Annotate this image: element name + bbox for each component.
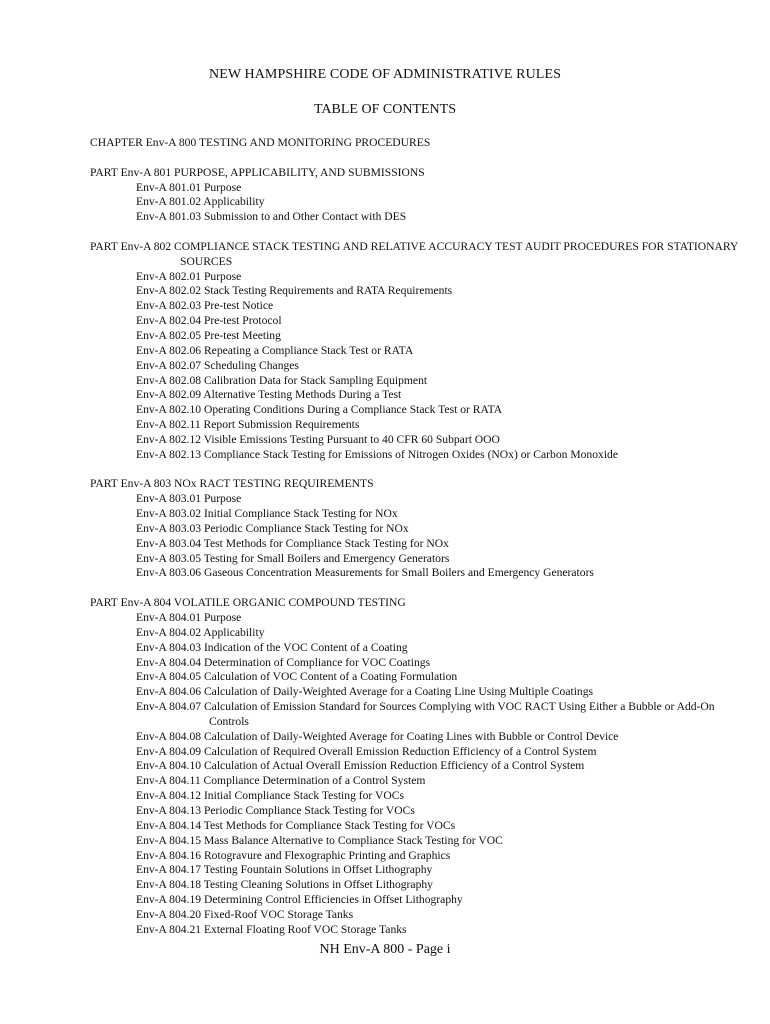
toc-section-entry: Env-A 804.02 Applicability <box>136 625 265 639</box>
toc-section-entry: Env-A 803.04 Test Methods for Compliance Stack Testing for NOx <box>136 536 449 550</box>
part-title: PART Env-A 801 PURPOSE, APPLICABILITY, AND SUBMISSIONS <box>90 165 425 179</box>
toc-section-entry: Env-A 804.18 Testing Cleaning Solutions in Offset Lithography <box>136 878 433 892</box>
toc-section-entry: Env-A 802.06 Repeating a Compliance Stack Test or RATA <box>136 343 414 357</box>
toc-heading: TABLE OF CONTENTS <box>314 102 456 117</box>
toc-section-entry: Env-A 804.04 Determination of Compliance for VOC Coatings <box>136 655 431 669</box>
toc-section-entry: Env-A 801.02 Applicability <box>136 195 265 209</box>
toc-section-entry: Env-A 804.16 Rotogravure and Flexographic Printing and Graphics <box>136 848 451 862</box>
toc-section-entry: Env-A 804.03 Indication of the VOC Content of a Coating <box>136 640 408 654</box>
toc-section-entry: Env-A 802.10 Operating Conditions During a Compliance Stack Test or RATA <box>136 403 503 417</box>
section-list <box>90 492 750 581</box>
toc-part <box>90 240 750 463</box>
toc-section-entry: Env-A 804.21 External Floating Roof VOC Storage Tanks <box>136 922 407 936</box>
toc-part <box>90 596 750 937</box>
toc-section-entry: Env-A 804.09 Calculation of Required Overall Emission Reduction Efficiency of a Control System <box>136 744 597 758</box>
toc-section-entry: Env-A 804.19 Determining Control Efficiencies in Offset Lithography <box>136 893 463 907</box>
toc-section-entry: Env-A 802.02 Stack Testing Requirements and RATA Requirements <box>136 284 453 298</box>
toc-section-entry: Env-A 804.07 Calculation of Emission Standard for Sources Complying with VOC RACT Using Either a Bubble or Add-On Controls <box>136 700 715 728</box>
toc-section-entry: Env-A 804.06 Calculation of Daily-Weighted Average for a Coating Line Using Multiple Coatings <box>136 685 594 699</box>
toc-section-entry: Env-A 802.01 Purpose <box>136 269 242 283</box>
toc-section-entry: Env-A 802.07 Scheduling Changes <box>136 358 299 372</box>
toc-section-entry: Env-A 804.15 Mass Balance Alternative to Compliance Stack Testing for VOC <box>136 833 503 847</box>
toc-section-entry: Env-A 804.05 Calculation of VOC Content of a Coating Formulation <box>136 670 458 684</box>
toc-part <box>90 166 750 225</box>
toc-section-entry: Env-A 803.06 Gaseous Concentration Measurements for Small Boilers and Emergency Generators <box>136 566 594 580</box>
toc-section-entry: Env-A 803.03 Periodic Compliance Stack Testing for NOx <box>136 521 409 535</box>
part-title: PART Env-A 803 NOx RACT TESTING REQUIREMENTS <box>90 477 374 491</box>
toc-section-entry: Env-A 804.17 Testing Fountain Solutions in Offset Lithography <box>136 863 433 877</box>
toc-section-entry: Env-A 804.08 Calculation of Daily-Weighted Average for Coating Lines with Bubble or Control Device <box>136 729 619 743</box>
toc-section-entry: Env-A 802.08 Calibration Data for Stack Sampling Equipment <box>136 373 428 387</box>
toc-section-entry: Env-A 801.01 Purpose <box>136 180 242 194</box>
toc-section-entry: Env-A 804.13 Periodic Compliance Stack Testing for VOCs <box>136 803 415 817</box>
toc-section-entry: Env-A 802.04 Pre-test Protocol <box>136 314 282 328</box>
section-list <box>90 181 750 226</box>
section-list <box>90 270 750 463</box>
toc-section-entry: Env-A 804.14 Test Methods for Compliance Stack Testing for VOCs <box>136 818 456 832</box>
section-list <box>90 611 750 938</box>
toc-section-entry: Env-A 804.12 Initial Compliance Stack Testing for VOCs <box>136 789 404 803</box>
toc-section-entry: Env-A 803.02 Initial Compliance Stack Testing for NOx <box>136 507 398 521</box>
toc-section-entry: Env-A 803.05 Testing for Small Boilers and Emergency Generators <box>136 551 450 565</box>
toc-section-entry: Env-A 801.03 Submission to and Other Contact with DES <box>136 210 407 224</box>
toc-section-entry: Env-A 804.11 Compliance Determination of a Control System <box>136 774 426 788</box>
toc-section-entry: Env-A 804.20 Fixed-Roof VOC Storage Tanks <box>136 907 354 921</box>
toc-section-entry: Env-A 802.03 Pre-test Notice <box>136 299 274 313</box>
toc-section-entry: Env-A 802.13 Compliance Stack Testing for Emissions of Nitrogen Oxides (NOx) or Carbon Monoxide <box>136 447 618 461</box>
part-title: PART Env-A 804 VOLATILE ORGANIC COMPOUND TESTING <box>90 596 406 610</box>
chapter-heading: CHAPTER Env-A 800 TESTING AND MONITORING PROCEDURES <box>90 136 431 149</box>
page-footer: NH Env-A 800 - Page i <box>319 942 451 957</box>
toc-parts <box>90 166 750 938</box>
toc-section-entry: Env-A 802.11 Report Submission Requirements <box>136 418 360 432</box>
toc-part <box>90 477 750 581</box>
toc-section-entry: Env-A 804.01 Purpose <box>136 611 242 624</box>
toc-section-entry: Env-A 802.12 Visible Emissions Testing Pursuant to 40 CFR 60 Subpart OOO <box>136 432 500 446</box>
toc-section-entry: Env-A 802.05 Pre-test Meeting <box>136 328 281 342</box>
toc-section-entry: Env-A 802.09 Alternative Testing Methods During a Test <box>136 388 402 402</box>
document-title: NEW HAMPSHIRE CODE OF ADMINISTRATIVE RULES <box>208 67 561 82</box>
part-title: PART Env-A 802 COMPLIANCE STACK TESTING AND RELATIVE ACCURACY TEST AUDIT PROCEDURES FOR STATIONARY SOURCES <box>90 239 738 268</box>
toc-section-entry: Env-A 804.10 Calculation of Actual Overall Emission Reduction Efficiency of a Control System <box>136 759 585 773</box>
toc-body <box>90 136 750 952</box>
toc-section-entry: Env-A 803.01 Purpose <box>136 492 242 506</box>
